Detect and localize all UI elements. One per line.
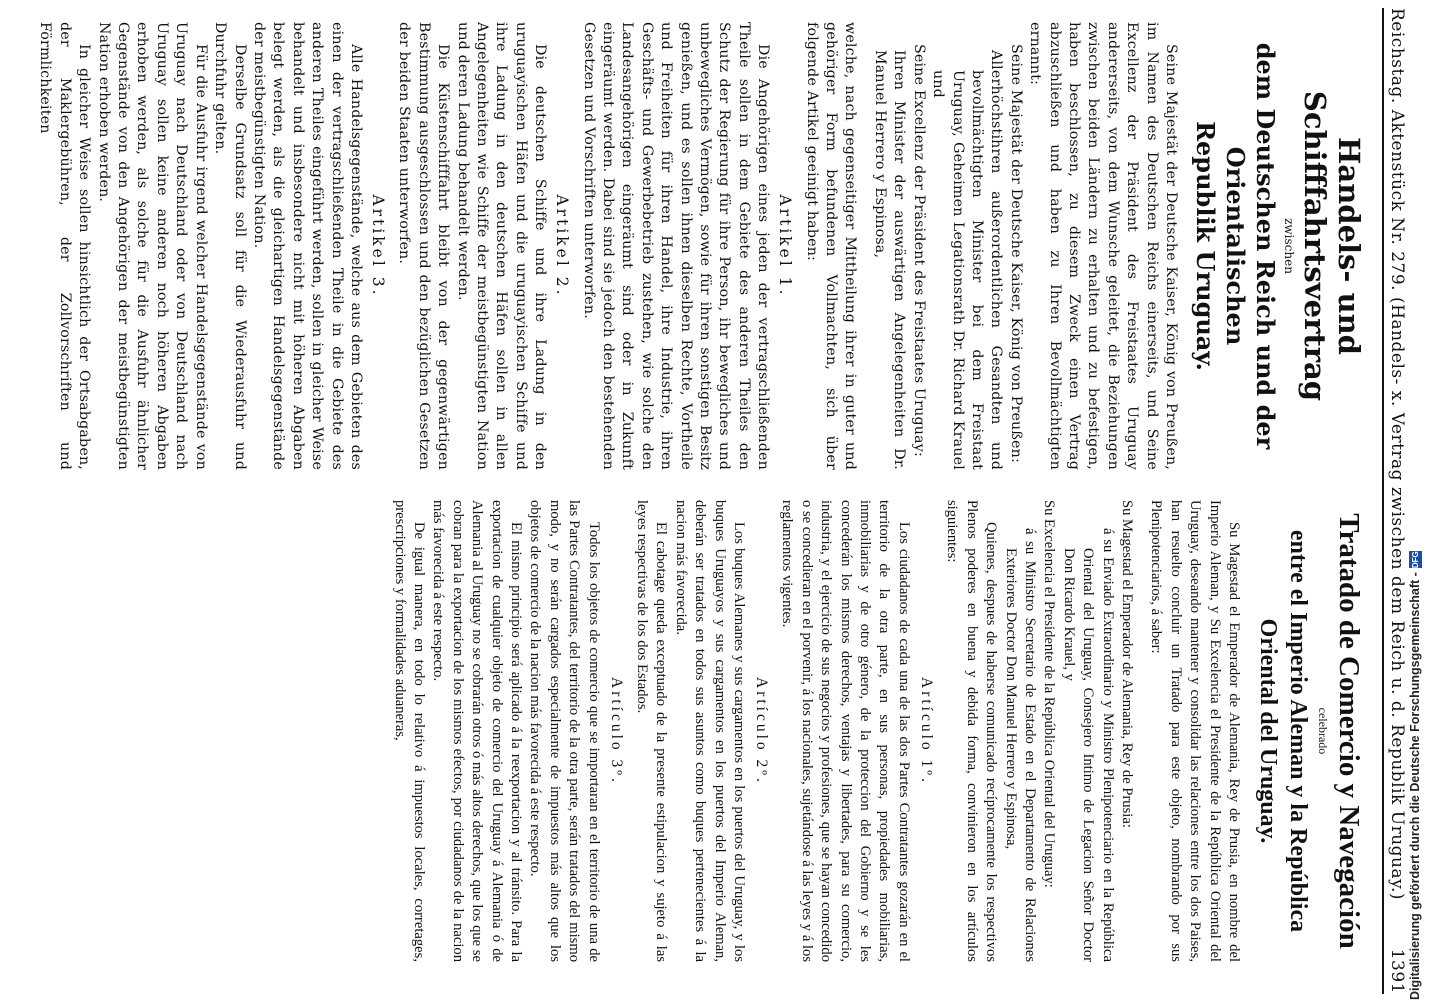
german-subtitle-2: Republik Uruguay. (1191, 121, 1220, 371)
german-article-heading: Artikel 3. (368, 194, 387, 298)
german-preamble-paragraph: Seine Majestät der Deutsche Kaiser, König von Preußen, im Namen des Deutschen Reichs einerseits, und Seine Excellenz der Präsident des Freistaates Uruguay andererseits, von dem Wunsche geleitet, die Beziehungen zwischen beiden Ländern zu erhalten und zu befestigen, haben beschlossen, zu diesem Zweck einen Vertrag abzuschließen und haben zu Ihren Bevollmächtigten ernannt: (1027, 22, 1179, 470)
german-preamble-paragraph: Seine Majestät der Deutsche Kaiser, König von Preußen: (1007, 44, 1024, 463)
german-preamble-paragraph: welche, nach gegenseitiger Mittheilung ihrer in guter und gehöriger Form befundenen Vollmachten, sich über folgende Artikel geeinigt haben: (803, 22, 859, 470)
spanish-preamble-paragraph: Su Magestad el Emperador de Alemania, Rey de Prusia, en nombre del Imperio Aleman, y Su Excelencia el Presidente de la República Oriental del Uruguay, deseando mantener y consolidar las relaciones entre los dos Paises, han resuelto concluir un Tratado para este objeto, nombrando por sus Plenipotenciarios, á saber: (1148, 500, 1242, 962)
german-preamble-paragraph: Seine Excellenz der Präsident des Freistaates Uruguay: (910, 44, 927, 457)
spanish-article-paragraph: Los ciudadanos de cada una de las dos Partes Contratantes gozarán en el territorio de la otra parte, en sus personas, propiedades mobiliarias, inmobiliarias y de otro género, de la proteccion del Gobierno y se les concederán los mismos derechos, ventajas y libertades, para su comercio, industria, y el ejercicio de sus negocios y profesiones, que se hayan concedido o se concedieran en el porvenir, á los nacionales, sujetándose á las leyes y á los reglamentos vigentes. (779, 500, 912, 962)
spanish-preamble-paragraph: á su Enviado Extraordinario y Ministro Plenipotenciario en la República Oriental del Uruguay, Consejero Intimo de Legacion Señor Doctor Don Ricardo Krauel, y (1060, 528, 1116, 962)
spanish-article-paragraph: Todos los objetos de comercio que se importaran en el territorio de una de las Partes Contratantes, del territorio de la otra parte, serán tratados del mismo modo, y no serán cargados especialmente de impuestos más altos que los objetos de comercio de la nacion más favorecida á este respecto. (527, 500, 602, 962)
german-subtitle-1: dem Deutschen Reich und der Orientalischen (1221, 42, 1280, 450)
german-article-paragraph: Für die Ausfuhr irgend welcher Handelsgegenstände von Uruguay nach Deutschland oder von Deutschland nach Uruguay sollen keine anderen noch höheren Abgaben erhoben werden, als solche für die Ausfuhr ähnlicher Gegenstände von den Angehörigen der meistbegünstigten Nation erhoben werden. (95, 22, 209, 470)
spanish-article-heading: Artículo 1º. (917, 677, 935, 785)
german-article-paragraph: Die Angehörigen eines jeden der vertragschließenden Theile sollen in dem Gebiete des anderen Theiles den Schutz der Regierung für ihre Person, ihr bewegliches und unbewegliches Vermögen, sowie für ihren sonstigen Besitz genießen, und es sollen ihnen dieselben Rechte, Vortheile und Freiheiten für ihren Handel, ihre Industrie, ihren Geschäfts- und Gewerbebetrieb zustehen, wie solche den Landesangehörigen eingeräumt sind oder in Zukunft eingeräumt werden. Dabei sind sie jedoch den bestehenden Gesetzen und Vorschriften unterworfen. (580, 22, 772, 470)
spanish-column (36, 500, 1370, 962)
digitization-footer (1401, 551, 1429, 1000)
spanish-subtitle-2: Oriental del Uruguay. (1255, 618, 1281, 844)
german-article-paragraph: Die deutschen Schiffe und ihre Ladung in den uruguayischen Häfen und die uruguayischen Schiffe und ihre Ladung in den deutschen Häfen sollen in allen Angelegenheiten wie Schiffe der meistbegünstigten Nation und deren Ladung behandelt werden. (454, 22, 549, 470)
german-title: Handels- und Schifffahrtsvertrag (1298, 90, 1366, 402)
spanish-preamble-paragraph: Su Magestad el Emperador de Alemania, Rey de Prusia: (1118, 500, 1135, 828)
german-article-paragraph: Derselbe Grundsatz soll für die Wiederausfuhr und Durchfuhr gelten. (212, 22, 248, 470)
german-article-heading: Artikel 1. (776, 194, 795, 298)
german-preamble-paragraph: Allerhöchstihren außerordentlichen Gesandten und bevollmächtigten Minister bei dem Freistaat Uruguay, Geheimen Legationsrath Dr. Richard Krauel und (930, 50, 1005, 470)
german-article-paragraph: In gleicher Weise sollen hinsichtlich der Ortsabgaben, der Maklergebühren, der Zollvorschriften und Förmlichkeiten (37, 22, 93, 470)
german-preamble-paragraph: Ihren Minister der auswärtigen Angelegenheiten Dr. Manuel Herrero y Espinosa, (871, 50, 908, 470)
spanish-article-paragraph: Los buques Alemanes y sus cargamentos en los puertos del Uruguay, y los buques Uruguayos y sus cargamentos en los puertos del Imperio Aleman, deberán ser tratados en todos sus asuntos como buques pertenecientes á la nacion más favorecida. (672, 500, 748, 962)
german-article-heading: Artikel 2. (553, 194, 572, 298)
german-article-paragraph: Die Küstenschifffahrt bleibt von der gegenwärtigen Bestimmung ausgeschlossen und den bezüglichen Gesetzen der beiden Staaten unterworfen. (396, 22, 452, 470)
rotated-document-page (16, 0, 1416, 1000)
running-head-text: Reichstag. Aktenstück Nr. 279. (Handels- x. Vertrag zwischen dem Reich u. d. Republik Uruguay.) (1387, 8, 1407, 901)
footer-text: Digitalisierung gefördert durch die Deutsche Forschungsgemeinschaft - (1408, 572, 1422, 1000)
spanish-article-paragraph: El mismo principio será aplicado á la reexportacion y al tránsito. Para la exportacion de cualquier objeto de comercio del Uruguay á Alemania ó de Alemania al Uruguay no se cobrarán otros ó más altos derechos, que los que se cobran para la exportacion de los mismos efectos, por ciudadanos de la nacion más favorecida á este respecto. (430, 500, 524, 962)
spanish-preamble-paragraph: Quienes, despues de haberse comunicado recíprocamente los respectivos Plenos poderes en buena y debida forma, convinieron en los artículos siguientes: (944, 500, 1000, 962)
spanish-article-heading: Artículo 3º. (607, 677, 625, 785)
spanish-article-paragraph: El cabotage queda exceptuado de la presente estipulacion y sujeto á las leyes respectivas de los dos Estados. (634, 500, 670, 962)
spanish-article-paragraph: De igual manera, en todo lo relativo á impuestos locales, corretages, prescripciones y formalidades aduaneras, (391, 500, 427, 962)
spanish-preamble-paragraph: Su Excelencia el Presidente de la República Oriental del Uruguay: (1041, 500, 1058, 888)
spanish-celebrated: celebrado (1316, 707, 1330, 755)
page-number: 1391 (1387, 948, 1407, 994)
spanish-subtitle-1: entre el Imperio Aleman y la República (1285, 529, 1311, 933)
spanish-preamble-paragraph: á su Ministro Secretario de Estado en el Departamento de Relaciones Exteriores Doctor Don Manuel Herrero y Espinosa, (1002, 528, 1038, 962)
spanish-title: Tratado de Comercio y Navegación (1333, 513, 1365, 949)
german-between: zwischen (1282, 218, 1296, 274)
dfg-logo-icon: DFG (1410, 551, 1420, 569)
german-column (36, 22, 1370, 470)
german-article-paragraph: Alle Handelsgegenstände, welche aus dem Gebieten des einen der vertragschließenden Theile in die Gebiete des anderen Theiles eingeführt werden, sollen in gleicher Weise behandelt und insbesondere nicht mit höheren Abgaben belegt werden, als die gleichartigen Handelsgegenstände der meistbegünstigten Nation. (250, 22, 364, 470)
spanish-article-heading: Artículo 2º. (753, 677, 771, 785)
